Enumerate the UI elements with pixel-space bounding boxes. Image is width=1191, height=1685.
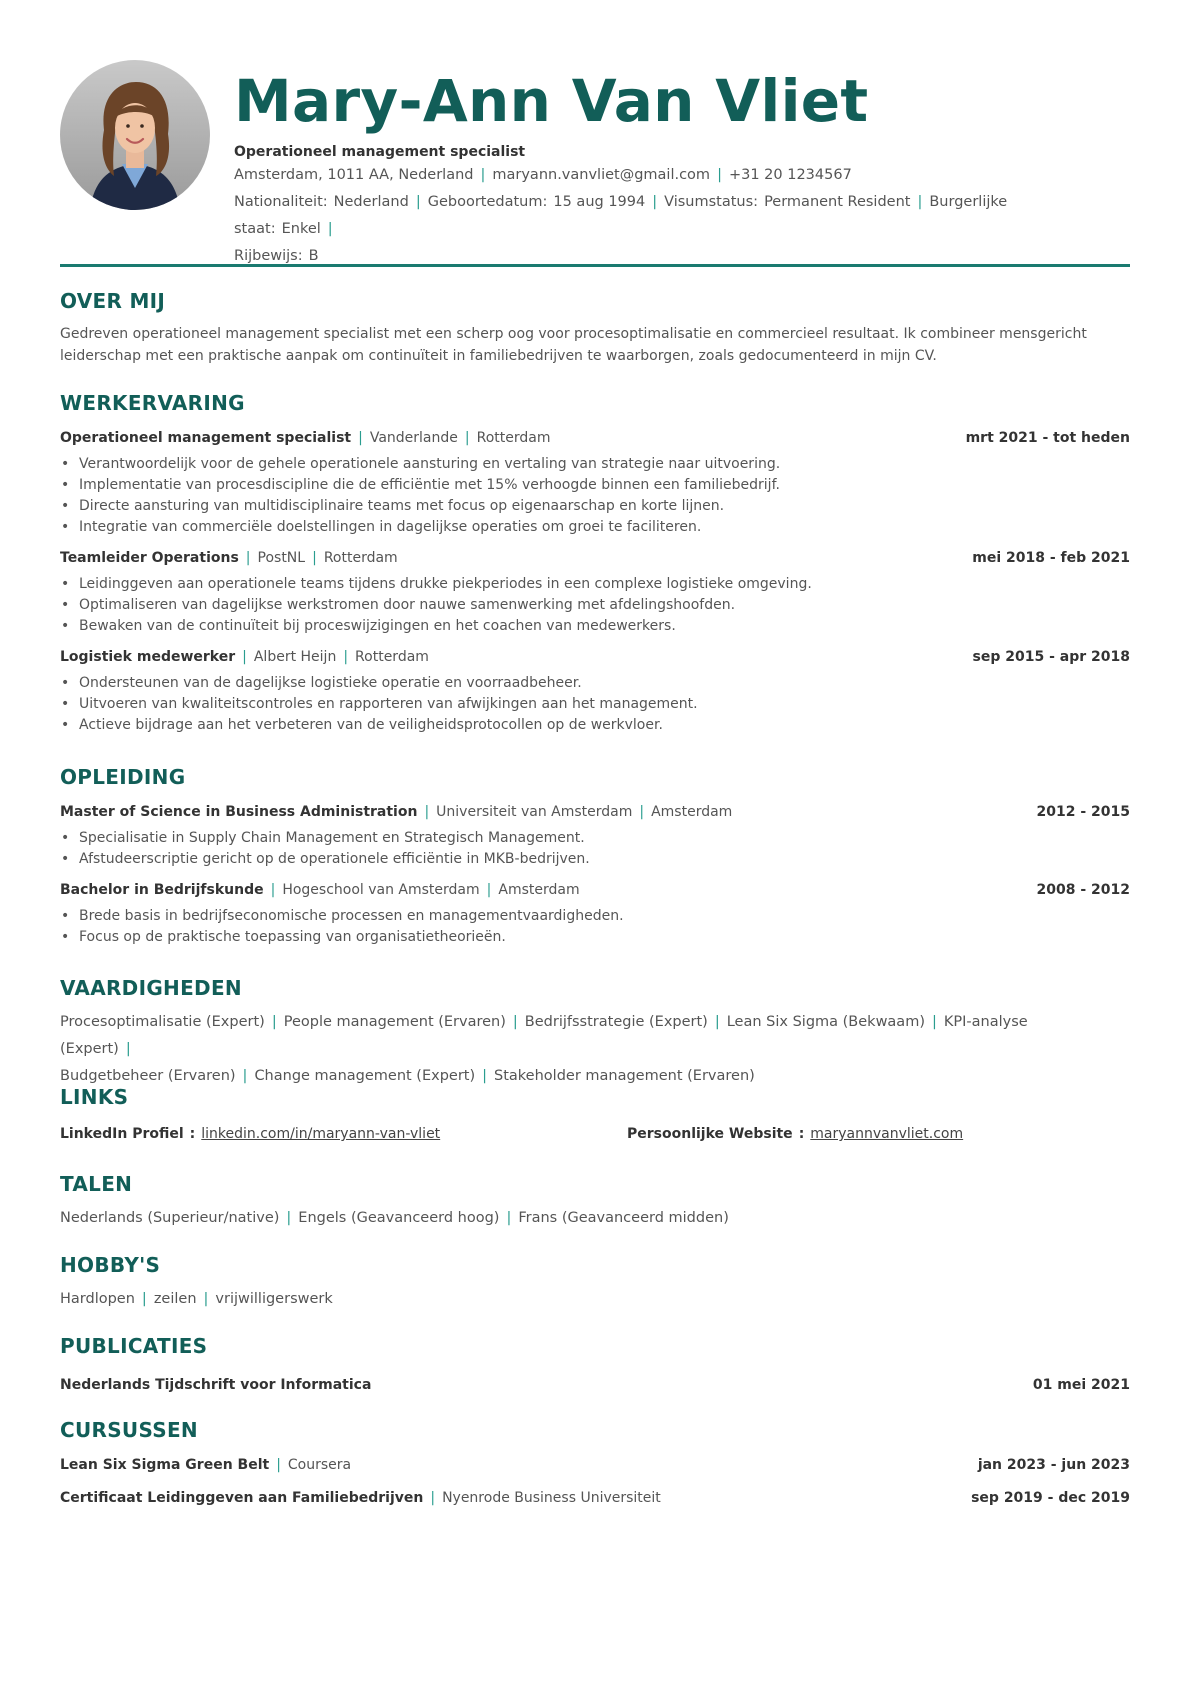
list-item: • Bewaken van de continuïteit bij proceswijzigingen en het coachen van medewerkers. xyxy=(60,616,1130,637)
separator: | xyxy=(652,194,658,210)
publication-title: Nederlands Tijdschrift voor Informatica xyxy=(60,1377,372,1393)
linkedin-link[interactable]: linkedin.com/in/maryann-van-vliet xyxy=(201,1126,441,1142)
date-range: mei 2018 - feb 2021 xyxy=(972,550,1130,566)
separator: | xyxy=(717,167,722,183)
education-entry xyxy=(60,880,1130,948)
course-title: Lean Six Sigma Green Belt xyxy=(60,1457,270,1473)
detail-value: 15 aug 1994 xyxy=(553,194,646,210)
hobby-item: vrijwilligerswerk xyxy=(215,1291,333,1307)
section-title: HOBBY'S xyxy=(60,1253,161,1277)
date-range: sep 2015 - apr 2018 xyxy=(972,649,1130,665)
company: Albert Heijn xyxy=(253,649,337,665)
job-title: Operationeel management specialist xyxy=(60,430,352,446)
experience-entry xyxy=(60,647,1130,736)
degree: Master of Science in Business Administration xyxy=(60,804,418,820)
link-label: LinkedIn Profiel xyxy=(60,1126,184,1142)
skill-item: KPI-analyse (Expert) xyxy=(60,1014,1028,1057)
list-item: • Verantwoordelijk voor de gehele operationele aansturing en vertaling van strategie naar uitvoering. xyxy=(60,454,1130,475)
job-title: Teamleider Operations xyxy=(60,550,239,566)
course-org: Coursera xyxy=(287,1457,352,1473)
separator: | xyxy=(917,194,923,210)
link-colon: : xyxy=(798,1126,805,1142)
section-title: VAARDIGHEDEN xyxy=(60,976,242,1000)
section-title: PUBLICATIES xyxy=(60,1334,208,1358)
email: maryann.vanvliet@gmail.com xyxy=(492,167,711,183)
detail-label: Geboortedatum: xyxy=(427,194,548,210)
detail-label: Burgerlijke staat: xyxy=(234,194,1008,237)
course-entry xyxy=(60,1455,1130,1475)
link-colon: : xyxy=(189,1126,196,1142)
course-title: Certificaat Leidinggeven aan Familiebedrijven xyxy=(60,1490,424,1506)
skill-item: Lean Six Sigma (Bekwaam) xyxy=(726,1014,925,1030)
separator: | xyxy=(714,1014,720,1030)
separator: | xyxy=(276,1457,281,1473)
separator: | xyxy=(424,804,430,820)
skill-item: Change management (Expert) xyxy=(254,1068,476,1084)
links-section xyxy=(60,1084,1130,1144)
about-text: Gedreven operationeel management specialist met een scherp oog voor procesoptimalisatie en commercieel resultaat. Ik combineer mensgericht leiderschap met een praktische aanpak om continuïteit in familiebedrijven te waarborgen, zoals gedocumenteerd in mijn CV. xyxy=(60,326,1087,364)
separator: | xyxy=(343,649,349,665)
separator: | xyxy=(415,194,421,210)
detail-label: Visumstatus: xyxy=(664,194,759,210)
separator: | xyxy=(480,167,486,183)
separator: | xyxy=(245,550,251,566)
skill-item: Stakeholder management (Ervaren) xyxy=(494,1068,755,1084)
hobby-item: zeilen xyxy=(153,1291,197,1307)
city: Amsterdam xyxy=(498,882,580,898)
section-title: OVER MIJ xyxy=(60,289,166,313)
skill-item: Budgetbeheer (Ervaren) xyxy=(60,1068,236,1084)
separator: | xyxy=(639,804,645,820)
personal-details xyxy=(234,189,1074,270)
courses-section xyxy=(60,1417,1130,1508)
list-item: • Directe aansturing van multidisciplinaire teams met focus op eigenaarschap en korte lijnen. xyxy=(60,496,1130,517)
city: Rotterdam xyxy=(323,550,398,566)
list-item: • Specialisatie in Supply Chain Management en Strategisch Management. xyxy=(60,828,1130,849)
company: PostNL xyxy=(257,550,306,566)
skill-item: Procesoptimalisatie (Expert) xyxy=(60,1014,265,1030)
detail-value: Enkel xyxy=(281,221,321,237)
contact-info xyxy=(234,162,1130,189)
language-item: Engels (Geavanceerd hoog) xyxy=(298,1210,500,1226)
separator: | xyxy=(271,1014,277,1030)
education-section xyxy=(60,764,1130,948)
list-item: • Ondersteunen van de dagelijkse logistieke operatie en voorraadbeheer. xyxy=(60,673,1130,694)
list-item: • Actieve bijdrage aan het verbeteren van de veiligheidsprotocollen op de werkvloer. xyxy=(60,715,1130,736)
detail-value: Permanent Resident xyxy=(764,194,911,210)
school: Universiteit van Amsterdam xyxy=(436,804,633,820)
city: Rotterdam xyxy=(355,649,429,665)
publications-section xyxy=(60,1333,1130,1395)
experience-entry xyxy=(60,548,1130,637)
separator: | xyxy=(242,1068,248,1084)
separator: | xyxy=(312,550,317,566)
separator: | xyxy=(464,430,470,446)
job-title: Logistiek medewerker xyxy=(60,649,236,665)
languages-list xyxy=(60,1205,1130,1232)
course-entry xyxy=(60,1488,1130,1508)
separator: | xyxy=(203,1291,209,1307)
section-title: LINKS xyxy=(60,1085,129,1109)
separator: | xyxy=(358,430,363,446)
skills-section xyxy=(60,975,1130,1090)
separator: | xyxy=(512,1014,518,1030)
publication-date: 01 mei 2021 xyxy=(1032,1377,1130,1393)
separator: | xyxy=(141,1291,147,1307)
hobbies-section xyxy=(60,1252,1130,1313)
skills-list xyxy=(60,1009,1040,1090)
hobbies-list xyxy=(60,1286,1130,1313)
separator: | xyxy=(286,1210,292,1226)
publication-entry xyxy=(60,1375,1130,1395)
date-range: mrt 2021 - tot heden xyxy=(965,430,1130,446)
resume-header xyxy=(60,0,1130,267)
section-title: OPLEIDING xyxy=(60,765,186,789)
separator: | xyxy=(506,1210,512,1226)
course-org: Nyenrode Business Universiteit xyxy=(442,1490,661,1506)
section-title: TALEN xyxy=(60,1172,133,1196)
list-item: • Integratie van commerciële doelstellingen in dagelijkse operaties om groei te faciliteren. xyxy=(60,517,1130,538)
link-label: Persoonlijke Website xyxy=(627,1126,793,1142)
phone: +31 20 1234567 xyxy=(728,167,852,183)
skill-item: People management (Ervaren) xyxy=(283,1014,506,1030)
profile-photo xyxy=(60,60,210,210)
list-item: • Brede basis in bedrijfseconomische processen en managementvaardigheden. xyxy=(60,906,1130,927)
section-title: CURSUSSEN xyxy=(60,1418,198,1442)
section-title: WERKERVARING xyxy=(60,391,245,415)
experience-section xyxy=(60,390,1130,736)
date-range: 2012 - 2015 xyxy=(1036,804,1130,820)
city: Rotterdam xyxy=(476,430,551,446)
languages-section xyxy=(60,1171,1130,1232)
separator: | xyxy=(327,221,333,237)
link-linkedin xyxy=(60,1124,627,1144)
detail-label: Nationaliteit: xyxy=(234,194,328,210)
separator: | xyxy=(242,649,247,665)
candidate-name: Mary-Ann Van Vliet xyxy=(234,67,869,135)
separator: | xyxy=(482,1068,488,1084)
company: Vanderlande xyxy=(369,430,458,446)
school: Hogeschool van Amsterdam xyxy=(282,882,480,898)
date-range: 2008 - 2012 xyxy=(1036,882,1130,898)
hobby-item: Hardlopen xyxy=(60,1291,135,1307)
education-entry xyxy=(60,802,1130,870)
degree: Bachelor in Bedrijfskunde xyxy=(60,882,264,898)
separator: | xyxy=(125,1041,131,1057)
link-website xyxy=(627,1124,963,1144)
detail-value: B xyxy=(308,248,319,264)
address: Amsterdam, 1011 AA, Nederland xyxy=(234,167,474,183)
list-item: • Implementatie van procesdiscipline die de efficiëntie met 15% verhoogde binnen een familiebedrijf. xyxy=(60,475,1130,496)
separator: | xyxy=(430,1490,436,1506)
list-item: • Focus op de praktische toepassing van organisatietheorieën. xyxy=(60,927,1130,948)
date-range: jan 2023 - jun 2023 xyxy=(977,1457,1130,1473)
avatar xyxy=(60,60,210,210)
detail-label: Rijbewijs: xyxy=(234,248,303,264)
city: Amsterdam xyxy=(651,804,733,820)
separator: | xyxy=(931,1014,937,1030)
date-range: sep 2019 - dec 2019 xyxy=(971,1490,1130,1506)
list-item: • Leidinggeven aan operationele teams tijdens drukke piekperiodes in een complexe logistieke omgeving. xyxy=(60,574,1130,595)
website-link[interactable]: maryannvanvliet.com xyxy=(810,1126,964,1142)
list-item: • Afstudeerscriptie gericht op de operationele efficiëntie in MKB-bedrijven. xyxy=(60,849,1130,870)
separator: | xyxy=(270,882,276,898)
language-item: Nederlands (Superieur/native) xyxy=(60,1210,280,1226)
candidate-role: Operationeel management specialist xyxy=(234,144,526,160)
skill-item: Bedrijfsstrategie (Expert) xyxy=(524,1014,708,1030)
detail-value: Nederland xyxy=(333,194,409,210)
list-item: • Optimaliseren van dagelijkse werkstromen door nauwe samenwerking met afdelingshoofden. xyxy=(60,595,1130,616)
experience-entry xyxy=(60,428,1130,538)
about-section xyxy=(60,288,1130,367)
list-item: • Uitvoeren van kwaliteitscontroles en rapporteren van afwijkingen aan het management. xyxy=(60,694,1130,715)
separator: | xyxy=(486,882,492,898)
language-item: Frans (Geavanceerd midden) xyxy=(518,1210,729,1226)
